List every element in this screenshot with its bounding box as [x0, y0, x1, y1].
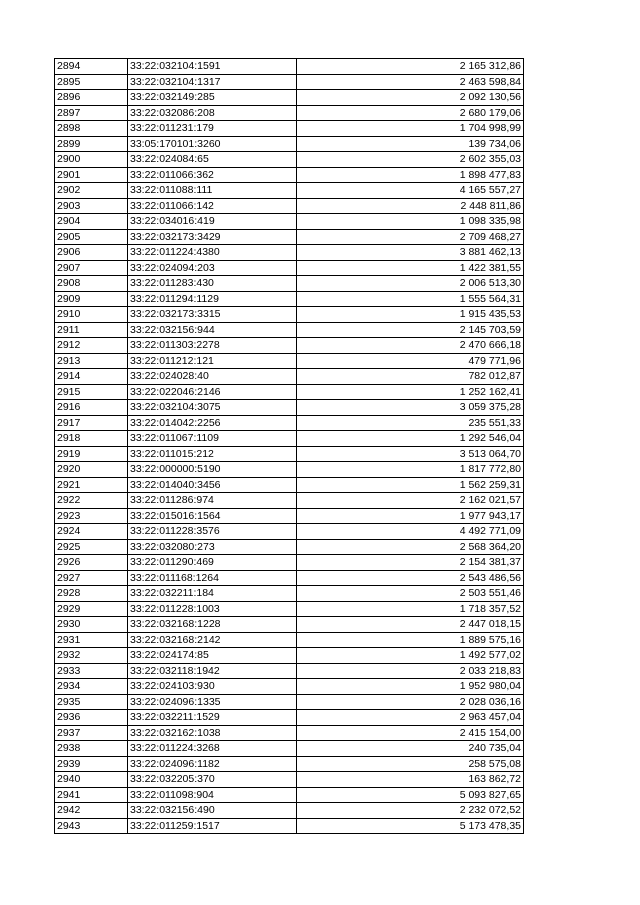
table-row	[55, 90, 524, 106]
row-number-cell: 2941	[55, 787, 128, 803]
cadastral-number-cell: 33:22:032104:3075	[128, 400, 297, 416]
cadastral-number-cell: 33:22:011231:179	[128, 121, 297, 137]
table-row	[55, 539, 524, 555]
row-number-cell: 2926	[55, 555, 128, 571]
cadastral-number-cell: 33:22:032205:370	[128, 772, 297, 788]
cadastral-value-cell: 1 915 435,53	[297, 307, 524, 323]
cadastral-number-cell: 33:22:011224:4380	[128, 245, 297, 261]
cadastral-value-cell: 235 551,33	[297, 415, 524, 431]
row-number-cell: 2918	[55, 431, 128, 447]
row-number-cell: 2910	[55, 307, 128, 323]
cadastral-number-cell: 33:22:011224:3268	[128, 741, 297, 757]
cadastral-value-cell: 1 492 577,02	[297, 648, 524, 664]
cadastral-number-cell: 33:22:034016:419	[128, 214, 297, 230]
cadastral-number-cell: 33:22:011098:904	[128, 787, 297, 803]
table-row	[55, 493, 524, 509]
row-number-cell: 2922	[55, 493, 128, 509]
row-number-cell: 2895	[55, 74, 128, 90]
cadastral-number-cell: 33:22:032173:3429	[128, 229, 297, 245]
row-number-cell: 2897	[55, 105, 128, 121]
table-row	[55, 462, 524, 478]
table-row	[55, 384, 524, 400]
table-row	[55, 818, 524, 834]
cadastral-value-cell: 2 543 486,56	[297, 570, 524, 586]
cadastral-number-cell: 33:22:011228:1003	[128, 601, 297, 617]
row-number-cell: 2907	[55, 260, 128, 276]
cadastral-value-cell: 1 977 943,17	[297, 508, 524, 524]
cadastral-number-cell: 33:22:032168:2142	[128, 632, 297, 648]
cadastral-number-cell: 33:22:024084:65	[128, 152, 297, 168]
table-row	[55, 291, 524, 307]
table-row	[55, 260, 524, 276]
cadastral-value-cell: 2 006 513,30	[297, 276, 524, 292]
table-row	[55, 601, 524, 617]
cadastral-value-cell: 2 092 130,56	[297, 90, 524, 106]
row-number-cell: 2894	[55, 59, 128, 75]
row-number-cell: 2932	[55, 648, 128, 664]
table-row	[55, 663, 524, 679]
cadastral-value-cell: 2 463 598,84	[297, 74, 524, 90]
row-number-cell: 2942	[55, 803, 128, 819]
row-number-cell: 2909	[55, 291, 128, 307]
row-number-cell: 2937	[55, 725, 128, 741]
row-number-cell: 2900	[55, 152, 128, 168]
table-row	[55, 105, 524, 121]
cadastral-value-cell: 2 154 381,37	[297, 555, 524, 571]
row-number-cell: 2921	[55, 477, 128, 493]
table-row	[55, 586, 524, 602]
row-number-cell: 2939	[55, 756, 128, 772]
cadastral-value-cell: 258 575,08	[297, 756, 524, 772]
cadastral-value-cell: 1 292 546,04	[297, 431, 524, 447]
cadastral-number-cell: 33:22:000000:5190	[128, 462, 297, 478]
row-number-cell: 2902	[55, 183, 128, 199]
row-number-cell: 2913	[55, 353, 128, 369]
table-row	[55, 74, 524, 90]
table-body	[55, 59, 524, 834]
cadastral-value-cell: 3 881 462,13	[297, 245, 524, 261]
cadastral-value-cell: 163 862,72	[297, 772, 524, 788]
cadastral-value-cell: 1 562 259,31	[297, 477, 524, 493]
row-number-cell: 2920	[55, 462, 128, 478]
cadastral-number-cell: 33:22:032086:208	[128, 105, 297, 121]
cadastral-value-cell: 1 952 980,04	[297, 679, 524, 695]
cadastral-number-cell: 33:22:032149:285	[128, 90, 297, 106]
row-number-cell: 2929	[55, 601, 128, 617]
table-row	[55, 152, 524, 168]
cadastral-number-cell: 33:22:032104:1591	[128, 59, 297, 75]
table-row	[55, 338, 524, 354]
cadastral-number-cell: 33:22:011283:430	[128, 276, 297, 292]
table-row	[55, 508, 524, 524]
cadastral-value-cell: 2 165 312,86	[297, 59, 524, 75]
table-row	[55, 679, 524, 695]
cadastral-value-cell: 3 513 064,70	[297, 446, 524, 462]
cadastral-value-cell: 2 145 703,59	[297, 322, 524, 338]
cadastral-value-cell: 1 704 998,99	[297, 121, 524, 137]
cadastral-number-cell: 33:22:022046:2146	[128, 384, 297, 400]
cadastral-value-cell: 479 771,96	[297, 353, 524, 369]
cadastral-number-cell: 33:22:011259:1517	[128, 818, 297, 834]
cadastral-number-cell: 33:22:014040:3456	[128, 477, 297, 493]
table-row	[55, 710, 524, 726]
row-number-cell: 2914	[55, 369, 128, 385]
table-row	[55, 353, 524, 369]
cadastral-number-cell: 33:22:011303:2278	[128, 338, 297, 354]
row-number-cell: 2925	[55, 539, 128, 555]
table-row	[55, 725, 524, 741]
cadastral-value-cell: 1 718 357,52	[297, 601, 524, 617]
cadastral-number-cell: 33:22:032080:273	[128, 539, 297, 555]
table-row	[55, 772, 524, 788]
cadastral-value-cell: 2 447 018,15	[297, 617, 524, 633]
cadastral-value-cell: 2 028 036,16	[297, 694, 524, 710]
row-number-cell: 2935	[55, 694, 128, 710]
table-row	[55, 446, 524, 462]
table-row	[55, 415, 524, 431]
table-row	[55, 136, 524, 152]
cadastral-number-cell: 33:22:011015:212	[128, 446, 297, 462]
cadastral-number-cell: 33:05:170101:3260	[128, 136, 297, 152]
cadastral-number-cell: 33:22:032104:1317	[128, 74, 297, 90]
table-row	[55, 803, 524, 819]
cadastral-value-cell: 2 568 364,20	[297, 539, 524, 555]
cadastral-value-cell: 2 232 072,52	[297, 803, 524, 819]
table-row	[55, 632, 524, 648]
cadastral-value-cell: 2 033 218,83	[297, 663, 524, 679]
cadastral-value-cell: 2 470 666,18	[297, 338, 524, 354]
cadastral-number-cell: 33:22:024028:40	[128, 369, 297, 385]
row-number-cell: 2930	[55, 617, 128, 633]
table-row	[55, 322, 524, 338]
cadastral-number-cell: 33:22:032173:3315	[128, 307, 297, 323]
row-number-cell: 2905	[55, 229, 128, 245]
row-number-cell: 2924	[55, 524, 128, 540]
row-number-cell: 2911	[55, 322, 128, 338]
cadastral-value-cell: 139 734,06	[297, 136, 524, 152]
cadastral-value-cell: 5 093 827,65	[297, 787, 524, 803]
table-row	[55, 555, 524, 571]
row-number-cell: 2903	[55, 198, 128, 214]
table-row	[55, 431, 524, 447]
cadastral-number-cell: 33:22:032156:490	[128, 803, 297, 819]
cadastral-value-cell: 2 503 551,46	[297, 586, 524, 602]
cadastral-value-table	[54, 58, 524, 834]
cadastral-value-cell: 4 492 771,09	[297, 524, 524, 540]
table-row	[55, 214, 524, 230]
table-row	[55, 59, 524, 75]
cadastral-number-cell: 33:22:032156:944	[128, 322, 297, 338]
table-row	[55, 307, 524, 323]
cadastral-number-cell: 33:22:024096:1335	[128, 694, 297, 710]
cadastral-value-cell: 1 098 335,98	[297, 214, 524, 230]
row-number-cell: 2923	[55, 508, 128, 524]
row-number-cell: 2943	[55, 818, 128, 834]
table-row	[55, 400, 524, 416]
cadastral-number-cell: 33:22:011066:362	[128, 167, 297, 183]
table-row	[55, 570, 524, 586]
table-row	[55, 741, 524, 757]
cadastral-value-cell: 782 012,87	[297, 369, 524, 385]
cadastral-value-cell: 2 415 154,00	[297, 725, 524, 741]
cadastral-number-cell: 33:22:024103:930	[128, 679, 297, 695]
table-row	[55, 121, 524, 137]
row-number-cell: 2916	[55, 400, 128, 416]
table-row	[55, 694, 524, 710]
cadastral-value-cell: 2 963 457,04	[297, 710, 524, 726]
cadastral-number-cell: 33:22:011212:121	[128, 353, 297, 369]
table-row	[55, 477, 524, 493]
cadastral-number-cell: 33:22:024094:203	[128, 260, 297, 276]
cadastral-value-cell: 1 252 162,41	[297, 384, 524, 400]
cadastral-number-cell: 33:22:011066:142	[128, 198, 297, 214]
cadastral-value-cell: 2 709 468,27	[297, 229, 524, 245]
cadastral-number-cell: 33:22:011168:1264	[128, 570, 297, 586]
row-number-cell: 2933	[55, 663, 128, 679]
row-number-cell: 2927	[55, 570, 128, 586]
cadastral-value-cell: 5 173 478,35	[297, 818, 524, 834]
table-row	[55, 787, 524, 803]
table-row	[55, 245, 524, 261]
row-number-cell: 2938	[55, 741, 128, 757]
cadastral-value-cell: 2 680 179,06	[297, 105, 524, 121]
cadastral-number-cell: 33:22:011286:974	[128, 493, 297, 509]
cadastral-value-cell: 1 889 575,16	[297, 632, 524, 648]
cadastral-number-cell: 33:22:032211:184	[128, 586, 297, 602]
cadastral-value-cell: 1 422 381,55	[297, 260, 524, 276]
row-number-cell: 2915	[55, 384, 128, 400]
row-number-cell: 2928	[55, 586, 128, 602]
cadastral-value-cell: 2 448 811,86	[297, 198, 524, 214]
table-row	[55, 369, 524, 385]
row-number-cell: 2931	[55, 632, 128, 648]
row-number-cell: 2934	[55, 679, 128, 695]
row-number-cell: 2917	[55, 415, 128, 431]
row-number-cell: 2899	[55, 136, 128, 152]
cadastral-number-cell: 33:22:024174:85	[128, 648, 297, 664]
row-number-cell: 2936	[55, 710, 128, 726]
cadastral-number-cell: 33:22:014042:2256	[128, 415, 297, 431]
cadastral-value-cell: 1 817 772,80	[297, 462, 524, 478]
table-row	[55, 229, 524, 245]
row-number-cell: 2906	[55, 245, 128, 261]
table-row	[55, 198, 524, 214]
cadastral-number-cell: 33:22:011294:1129	[128, 291, 297, 307]
cadastral-number-cell: 33:22:011228:3576	[128, 524, 297, 540]
table-row	[55, 524, 524, 540]
cadastral-number-cell: 33:22:011088:111	[128, 183, 297, 199]
cadastral-value-cell: 240 735,04	[297, 741, 524, 757]
row-number-cell: 2919	[55, 446, 128, 462]
cadastral-number-cell: 33:22:032168:1228	[128, 617, 297, 633]
cadastral-number-cell: 33:22:015016:1564	[128, 508, 297, 524]
cadastral-value-cell: 2 162 021,57	[297, 493, 524, 509]
cadastral-value-cell: 1 555 564,31	[297, 291, 524, 307]
cadastral-number-cell: 33:22:032162:1038	[128, 725, 297, 741]
table-row	[55, 756, 524, 772]
row-number-cell: 2904	[55, 214, 128, 230]
table-row	[55, 617, 524, 633]
cadastral-number-cell: 33:22:011290:469	[128, 555, 297, 571]
table-row	[55, 276, 524, 292]
cadastral-number-cell: 33:22:032118:1942	[128, 663, 297, 679]
table-row	[55, 648, 524, 664]
row-number-cell: 2908	[55, 276, 128, 292]
cadastral-number-cell: 33:22:024096:1182	[128, 756, 297, 772]
cadastral-value-cell: 1 898 477,83	[297, 167, 524, 183]
cadastral-value-cell: 3 059 375,28	[297, 400, 524, 416]
row-number-cell: 2898	[55, 121, 128, 137]
cadastral-value-cell: 2 602 355,03	[297, 152, 524, 168]
cadastral-value-cell: 4 165 557,27	[297, 183, 524, 199]
cadastral-number-cell: 33:22:011067:1109	[128, 431, 297, 447]
row-number-cell: 2896	[55, 90, 128, 106]
table-row	[55, 183, 524, 199]
row-number-cell: 2940	[55, 772, 128, 788]
row-number-cell: 2912	[55, 338, 128, 354]
row-number-cell: 2901	[55, 167, 128, 183]
cadastral-number-cell: 33:22:032211:1529	[128, 710, 297, 726]
table-row	[55, 167, 524, 183]
